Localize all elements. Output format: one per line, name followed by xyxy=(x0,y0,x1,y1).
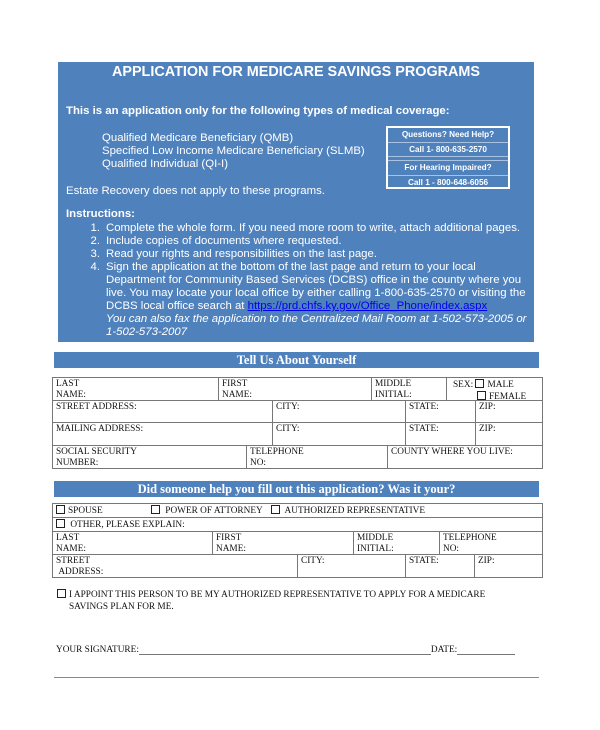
label: SPOUSE xyxy=(68,506,103,516)
poa-checkbox[interactable] xyxy=(151,505,160,514)
item-text: Include copies of documents where requested. xyxy=(106,235,342,247)
label: FIRST xyxy=(216,533,242,543)
instruction-item xyxy=(84,235,529,248)
help-box xyxy=(386,126,510,189)
instructions-label: Instructions: xyxy=(66,208,135,220)
helper-telephone-field[interactable] xyxy=(439,531,543,555)
helper-last-name-field[interactable] xyxy=(52,531,213,555)
signature-label: YOUR SIGNATURE: xyxy=(56,645,139,655)
label: COUNTY WHERE YOU LIVE: xyxy=(391,447,513,457)
header-panel xyxy=(58,62,534,342)
mailing-address-field[interactable] xyxy=(52,422,273,446)
male-checkbox[interactable] xyxy=(475,379,484,388)
telephone-field[interactable] xyxy=(246,445,388,469)
state-field[interactable] xyxy=(405,400,476,423)
helper-first-name-field[interactable] xyxy=(212,531,354,555)
office-search-link[interactable]: https://prd.chfs.ky.gov/Office_Phone/index.aspx xyxy=(247,300,488,312)
label: ZIP: xyxy=(478,556,495,566)
item-number: 2. xyxy=(90,235,100,247)
instruction-item xyxy=(84,248,529,261)
mailing-zip-field[interactable] xyxy=(475,422,543,446)
other-checkbox[interactable] xyxy=(56,519,65,528)
help-question: Questions? Need Help? xyxy=(388,128,508,143)
label: STATE: xyxy=(409,402,439,412)
label: STREET xyxy=(56,556,91,566)
program-list xyxy=(102,132,365,171)
mailing-state-field[interactable] xyxy=(405,422,476,446)
appoint-statement xyxy=(57,589,517,613)
program-item: Qualified Individual (QI-I) xyxy=(102,158,228,170)
label: ZIP: xyxy=(479,424,496,434)
hearing-question: For Hearing Impaired? xyxy=(388,161,508,176)
label: MALE xyxy=(487,380,514,390)
sex-field xyxy=(446,377,543,401)
divider-line xyxy=(54,677,539,678)
program-item: Specified Low Income Medicare Beneficiary (SLMB) xyxy=(102,145,365,157)
label: FEMALE xyxy=(489,391,527,402)
label: LAST xyxy=(56,533,80,543)
help-phone: Call 1- 800-635-2570 xyxy=(388,143,508,158)
label: CITY: xyxy=(301,556,325,566)
appoint-checkbox[interactable] xyxy=(57,589,66,598)
helper-type-row xyxy=(52,503,543,518)
page-title: APPLICATION FOR MEDICARE SAVINGS PROGRAMS xyxy=(111,64,481,80)
item-text: Sign the application at the bottom of the last page and return to your local Department for Community Based Services (DCBS) office in the county where you live. You may locate your local office by either calling 1-800-635-2570 or visiting the DCBS local office search at xyxy=(106,261,526,312)
label: LAST xyxy=(56,379,80,389)
helper-state-field[interactable] xyxy=(405,554,475,578)
female-checkbox[interactable] xyxy=(477,391,486,400)
label: NAME: xyxy=(222,389,252,400)
date-label: DATE: xyxy=(430,645,458,655)
zip-field[interactable] xyxy=(475,400,543,423)
label: NAME: xyxy=(56,389,86,400)
label: SOCIAL SECURITY xyxy=(56,447,138,457)
label: ADDRESS: xyxy=(58,566,104,577)
label: SEX: xyxy=(453,380,474,390)
label: INITIAL: xyxy=(375,389,412,400)
label: STATE: xyxy=(409,424,439,434)
fax-note: You can also fax the application to the Centralized Mail Room at 1-502-573-2005 or 1-502-573-2007 xyxy=(106,313,527,338)
spouse-checkbox[interactable] xyxy=(56,505,65,514)
signature-row xyxy=(56,645,515,655)
program-item: Qualified Medicare Beneficiary (QMB) xyxy=(102,132,294,144)
item-number: 3. xyxy=(90,248,100,260)
county-field[interactable] xyxy=(387,445,543,469)
other-row[interactable] xyxy=(52,517,543,532)
helper-street-field[interactable] xyxy=(52,554,298,578)
label: STREET ADDRESS: xyxy=(56,402,137,412)
authorized-rep-checkbox[interactable] xyxy=(271,505,280,514)
label: NAME: xyxy=(216,543,246,554)
instructions-list xyxy=(84,222,529,339)
label: OTHER, PLEASE EXPLAIN: xyxy=(70,520,185,530)
label: AUTHORIZED REPRESENTATIVE xyxy=(284,506,426,516)
label: I APPOINT THIS PERSON TO BE MY AUTHORIZED REPRESENTATIVE TO APPLY FOR A MEDICARE SAVINGS PLAN FOR ME. xyxy=(69,590,486,612)
label: TELEPHONE xyxy=(443,533,497,543)
date-line[interactable] xyxy=(457,645,515,655)
first-name-field[interactable] xyxy=(218,377,372,401)
hearing-phone: Call 1 - 800-648-6056 xyxy=(407,178,489,188)
label: MIDDLE xyxy=(375,379,412,389)
signature-line[interactable] xyxy=(139,645,431,655)
label: INITIAL: xyxy=(357,543,394,554)
label: CITY: xyxy=(276,424,300,434)
label: CITY: xyxy=(276,402,300,412)
label: NUMBER: xyxy=(56,457,99,468)
label: STATE: xyxy=(409,556,439,566)
instruction-item xyxy=(84,222,529,235)
label: MIDDLE xyxy=(357,533,394,543)
label: ZIP: xyxy=(479,402,496,412)
helper-zip-field[interactable] xyxy=(474,554,543,578)
item-number: 1. xyxy=(90,222,100,234)
item-text: Read your rights and responsibilities on the last page. xyxy=(106,248,378,260)
city-field[interactable] xyxy=(272,400,406,423)
label: NO: xyxy=(443,543,460,554)
helper-middle-field[interactable] xyxy=(353,531,440,555)
item-text: Complete the whole form. If you need more room to write, attach additional pages. xyxy=(106,222,521,234)
section-header-about: Tell Us About Yourself xyxy=(54,352,539,368)
intro-text: This is an application only for the following types of medical coverage: xyxy=(66,105,450,117)
street-address-field[interactable] xyxy=(52,400,273,423)
item-number: 4. xyxy=(90,261,100,273)
label: FIRST xyxy=(222,379,248,389)
section-header-helper: Did someone help you fill out this application? Was it your? xyxy=(54,481,539,497)
helper-city-field[interactable] xyxy=(297,554,406,578)
last-name-field[interactable] xyxy=(52,377,219,401)
instruction-item xyxy=(84,261,529,339)
ssn-field[interactable] xyxy=(52,445,247,469)
label: NO: xyxy=(250,457,267,468)
label: POWER OF ATTORNEY xyxy=(165,506,263,516)
estate-note: Estate Recovery does not apply to these programs. xyxy=(66,185,325,197)
label: TELEPHONE xyxy=(250,447,304,457)
middle-initial-field[interactable] xyxy=(371,377,447,401)
label: NAME: xyxy=(56,543,86,554)
mailing-city-field[interactable] xyxy=(272,422,406,446)
label: MAILING ADDRESS: xyxy=(56,424,144,434)
